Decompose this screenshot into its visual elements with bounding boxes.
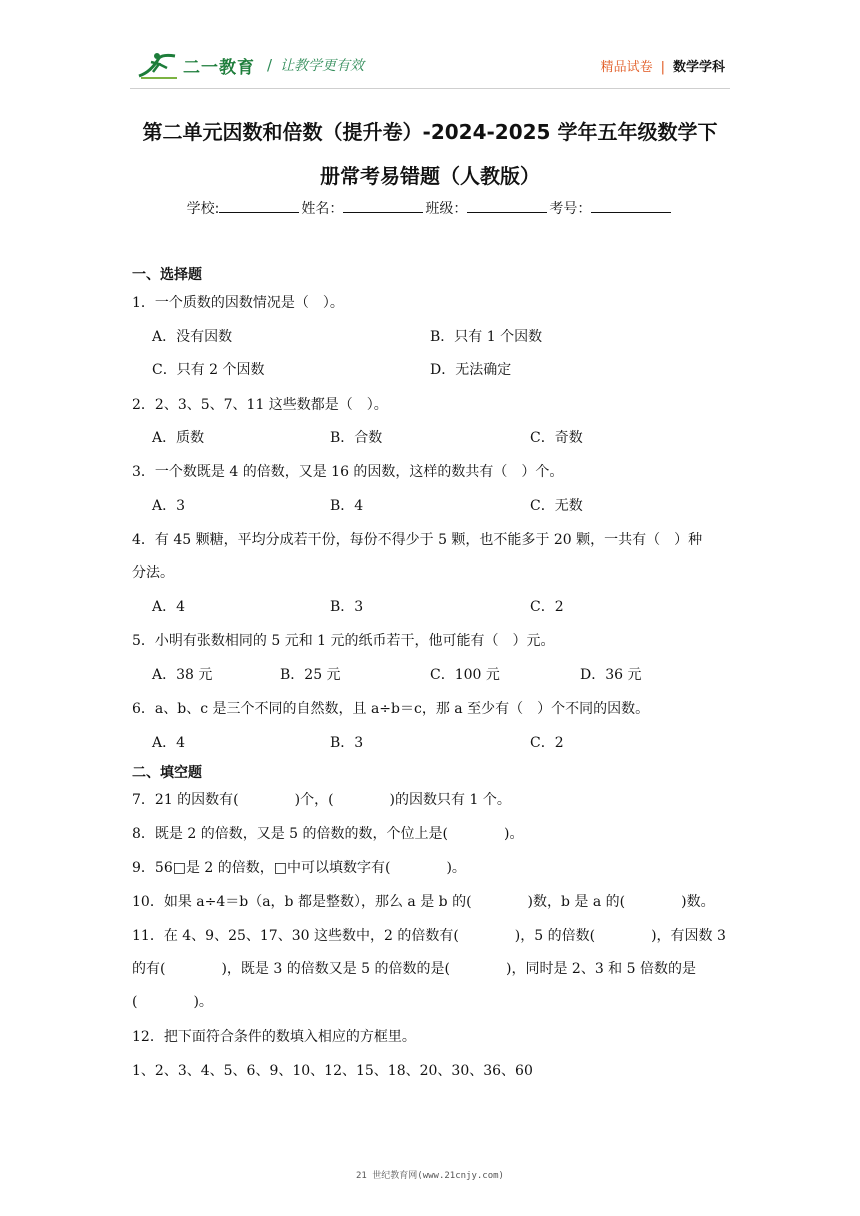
page-title-line1: 第二单元因数和倍数（提升卷）-2024-2025 学年五年级数学下: [142, 120, 718, 144]
question-4-line2: 分法。: [132, 565, 174, 581]
section-fill: 二、填空题: [132, 765, 202, 781]
question-8: 8．既是 2 的倍数，又是 5 的倍数的数，个位上是( )。: [132, 826, 524, 842]
section-choice: 一、选择题: [132, 267, 202, 283]
q4-option-a: A．4: [152, 599, 186, 615]
q2-option-a: A．质数: [152, 430, 205, 446]
q6-option-c: C．2: [530, 735, 564, 751]
question-4-line1: 4．有 45 颗糖，平均分成若干份，每份不得少于 5 颗，也不能多于 20 颗，一共有（ ）种: [132, 532, 703, 548]
tag-premium: 精品试卷: [600, 60, 653, 75]
question-12: 12．把下面符合条件的数填入相应的方框里。: [132, 1029, 416, 1045]
question-12-numbers: 1、2、3、4、5、6、9、10、12、15、18、20、30、36、60: [132, 1063, 533, 1079]
question-11-line1: 11．在 4、9、25、17、30 这些数中，2 的倍数有( )，5 的倍数( )，有因数 3: [132, 928, 726, 944]
q6-option-a: A．4: [152, 735, 186, 751]
question-2: 2．2、3、5、7、11 这些数都是（ ）。: [132, 397, 388, 413]
name-label: 姓名：: [301, 201, 344, 217]
tag-separator: |: [660, 60, 665, 75]
question-5: 5．小明有张数相同的 5 元和 1 元的纸币若干，他可能有（ ）元。: [132, 633, 555, 649]
q1-option-a: A．没有因数: [152, 329, 233, 345]
q1-option-d: D．无法确定: [430, 362, 512, 378]
question-10: 10．如果 a÷4＝b（a，b 都是整数），那么 a 是 b 的( )数，b 是 a 的( )数。: [132, 894, 715, 910]
question-11-line3: ( )。: [132, 994, 213, 1010]
question-3: 3．一个数既是 4 的倍数，又是 16 的因数，这样的数共有（ ）个。: [132, 464, 564, 480]
name-blank: [343, 198, 423, 213]
class-blank: [467, 198, 547, 213]
q3-option-b: B．4: [330, 498, 364, 514]
runner-logo-icon: [137, 50, 181, 80]
header-divider: [130, 88, 730, 89]
q1-option-c: C．只有 2 个因数: [152, 362, 265, 378]
header-tags: [601, 56, 725, 75]
q2-option-c: C．奇数: [530, 430, 583, 446]
q2-option-b: B．合数: [330, 430, 383, 446]
question-7: 7．21 的因数有( )个，( )的因数只有 1 个。: [132, 792, 511, 808]
question-6: 6．a、b、c 是三个不同的自然数，且 a÷b＝c，那 a 至少有（ ）个不同的因数。: [132, 701, 650, 717]
q4-option-b: B．3: [330, 599, 364, 615]
brand-name: 二一教育: [183, 57, 255, 78]
q5-option-c: C．100 元: [430, 667, 500, 683]
number-label: 考号：: [549, 201, 592, 217]
slogan: 让教学更有效: [280, 58, 365, 74]
q3-option-c: C．无数: [530, 498, 583, 514]
q5-option-b: B．25 元: [280, 667, 341, 683]
page-footer: 21 世纪教育网(www.21cnjy.com): [356, 1171, 504, 1181]
q1-option-b: B．只有 1 个因数: [430, 329, 543, 345]
logo: [137, 50, 364, 80]
number-blank: [591, 198, 671, 213]
student-info-line: [0, 198, 860, 218]
q4-option-c: C．2: [530, 599, 564, 615]
q5-option-d: D．36 元: [580, 667, 642, 683]
question-9: 9．56□是 2 的倍数，□中可以填数字有( )。: [132, 860, 466, 876]
question-1: 1．一个质数的因数情况是（ ）。: [132, 295, 344, 311]
q3-option-a: A．3: [152, 498, 186, 514]
school-label: 学校:: [186, 201, 220, 217]
page-title-line2: 册常考易错题（人教版）: [320, 164, 540, 188]
tag-subject: 数学学科: [672, 60, 725, 75]
class-label: 班级：: [425, 201, 468, 217]
header-slash: /: [267, 56, 273, 74]
school-blank: [219, 198, 299, 213]
question-11-line2: 的有( )，既是 3 的倍数又是 5 的倍数的是( )，同时是 2、3 和 5 倍数的是: [132, 961, 696, 977]
q6-option-b: B．3: [330, 735, 364, 751]
q5-option-a: A．38 元: [152, 667, 213, 683]
